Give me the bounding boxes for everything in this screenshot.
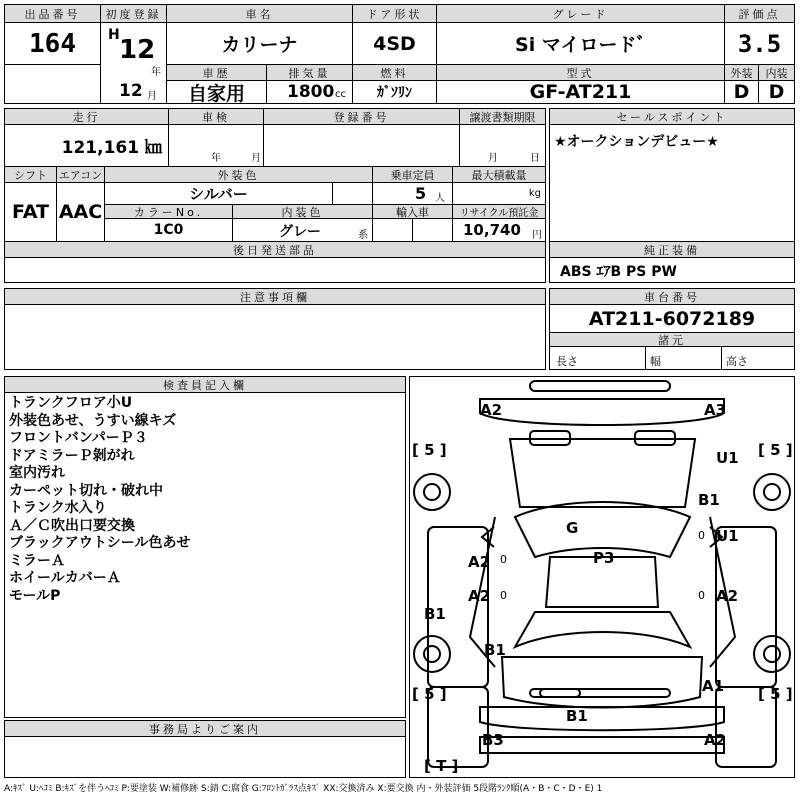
shift: FAT xyxy=(5,183,57,241)
notes-box xyxy=(4,288,546,370)
int-label: 内装 xyxy=(759,65,794,81)
sales-point-text: ★オークションデビュー★ xyxy=(554,134,719,150)
inspector-note: ブラックアウトシール色あせ xyxy=(9,535,191,551)
aircon: AAC xyxy=(57,183,105,241)
mark-a3-front-right: A3 xyxy=(704,401,727,419)
tire-depth: 5 xyxy=(770,685,781,703)
mark-a2-right-rear: A2 xyxy=(716,587,739,605)
history: 自家用 xyxy=(167,81,267,103)
equipment-list: ABS ｴｱB PS PW xyxy=(560,264,677,280)
first-reg-label: 初度登録 xyxy=(101,5,167,23)
era-letter: H xyxy=(108,27,120,43)
inspector-note: カーペット切れ・破れ中 xyxy=(9,482,163,499)
length-label: 長さ xyxy=(550,347,646,369)
transfer-month: 月 xyxy=(488,153,498,164)
history-label: 車歴 xyxy=(167,65,267,81)
equipment-label: 純正装備 xyxy=(550,242,794,258)
color: シルバー xyxy=(105,183,333,205)
sales-point-label: セールスポイント xyxy=(550,109,794,125)
grade: Si マイロードﾞ xyxy=(437,23,725,65)
notes-label: 注意事項欄 xyxy=(5,289,545,305)
inspection-year: 年 xyxy=(211,153,221,164)
chassis-number: AT211-6072189 xyxy=(550,305,794,333)
equipment-box xyxy=(549,241,795,283)
inspector-note: フロントバンパーＰ３ xyxy=(9,430,148,446)
door-label: ドア形状 xyxy=(353,5,437,23)
spare-tire: [ T ] xyxy=(424,757,459,775)
first-reg-cell xyxy=(101,23,167,103)
color-label: 外装色 xyxy=(105,167,373,183)
regno-cell xyxy=(264,125,460,167)
colorno-label: カラーNo. xyxy=(105,205,233,219)
chassis-label: 車台番号 xyxy=(550,289,794,305)
fuel: ｶﾞｿﾘﾝ xyxy=(353,81,437,103)
score-label: 評価点 xyxy=(725,5,794,23)
mark-a1-right-quarter: A1 xyxy=(702,677,725,695)
inspector-note: Ａ／Ｃ吹出口要交換 xyxy=(9,517,135,534)
inspector-box xyxy=(4,376,406,718)
ac-label: エアコン xyxy=(57,167,105,183)
height-label: 高さ xyxy=(726,355,748,368)
displacement-label: 排気量 xyxy=(267,65,353,81)
mark-u1-right-fender: U1 xyxy=(716,449,739,467)
mark-b1-trunk: B1 xyxy=(566,707,588,725)
lot-number-label: 出品番号 xyxy=(5,5,101,23)
mark-zero: 0 xyxy=(500,553,507,566)
lot-blank xyxy=(5,65,101,103)
int-color: グレー xyxy=(279,224,321,240)
header-table xyxy=(4,4,795,104)
ext-grade: D xyxy=(725,81,759,103)
seats-cell xyxy=(373,183,453,205)
ext-label: 外装 xyxy=(725,65,759,81)
transfer-day: 日 xyxy=(530,153,540,164)
inspector-note: ドアミラーＰ剝がれ xyxy=(9,447,135,464)
office-label: 事務局よりご案内 xyxy=(5,721,405,737)
load-cell xyxy=(453,183,545,205)
inspector-note: 外装色あせ、うすい線キズ xyxy=(9,412,177,429)
score: 3.5 xyxy=(725,23,794,65)
int-color-unit: 系 xyxy=(358,230,368,241)
mark-b1-left-quarter: B1 xyxy=(484,641,506,659)
width-label: 幅 xyxy=(646,347,722,369)
chassis-box xyxy=(549,288,795,370)
mark-a2-front-left: A2 xyxy=(480,401,503,419)
mark-g-windshield: G xyxy=(566,519,579,537)
inspector-note: ホイールカバーＡ xyxy=(9,570,121,586)
mark-a2-left-rear-door: A2 xyxy=(468,587,491,605)
mark-u1-right-rear-door: U1 xyxy=(716,527,739,545)
grade-label: グレード xyxy=(437,5,725,23)
lot-number: 164 xyxy=(5,23,101,65)
displacement-unit: cc xyxy=(335,89,346,100)
tire-depth: 5 xyxy=(424,441,435,459)
seats: 5 xyxy=(415,184,427,203)
office-box xyxy=(4,720,406,778)
tire-rear-right: [ 5 ] xyxy=(758,685,793,703)
mark-p3-roof: P3 xyxy=(593,549,615,567)
damage-diagram xyxy=(409,376,795,778)
shift-label: シフト xyxy=(5,167,57,183)
tire-depth: 5 xyxy=(770,441,781,459)
spec-label: 諸元 xyxy=(550,333,794,347)
int-color-cell xyxy=(233,219,373,241)
displacement: 1800 xyxy=(287,82,335,102)
transfer-cell xyxy=(460,125,545,167)
inspector-note: ミラーＡ xyxy=(9,552,65,569)
mark-zero: 0 xyxy=(500,589,507,602)
door-type: 4SD xyxy=(353,23,437,65)
recycle-fee: 10,740 xyxy=(463,221,521,239)
mark-a2-rear-right: A2 xyxy=(704,731,727,749)
tire-depth: 5 xyxy=(424,685,435,703)
mark-b3-rear-left: B3 xyxy=(482,731,504,749)
regno-label: 登録番号 xyxy=(264,109,460,125)
mark-zero: 0 xyxy=(698,589,705,602)
inspector-note: モールP xyxy=(9,587,61,604)
inspection-month: 月 xyxy=(251,153,261,164)
load-label: 最大積載量 xyxy=(453,167,545,183)
model-label: 型式 xyxy=(437,65,725,81)
inspector-note: トランク水入り xyxy=(9,500,107,516)
seats-unit: 人 xyxy=(435,193,445,204)
mark-b1-left-rocker: B1 xyxy=(424,605,446,623)
import-label: 輸入車 xyxy=(373,205,453,219)
spare-mark: T xyxy=(436,757,447,775)
tire-front-right: [ 5 ] xyxy=(758,441,793,459)
mileage: 121,161 ㎞ xyxy=(5,125,169,167)
int-color-label: 内装色 xyxy=(233,205,373,219)
month-unit: 月 xyxy=(147,91,157,102)
mileage-label: 走行 xyxy=(5,109,169,125)
sales-point-box xyxy=(549,108,795,242)
inspector-notes xyxy=(9,395,190,605)
inspection-label: 車検 xyxy=(169,109,264,125)
inspector-label: 検査員記入欄 xyxy=(5,377,405,393)
car-outline xyxy=(410,377,794,777)
car-name-label: 車名 xyxy=(167,5,353,23)
parts-box xyxy=(4,241,546,283)
mark-b1-right-front-door: B1 xyxy=(698,491,720,509)
year-unit: 年 xyxy=(151,67,161,78)
load-unit: kg xyxy=(528,188,541,199)
parts-label: 後日発送部品 xyxy=(5,242,545,258)
mark-zero: 0 xyxy=(698,529,705,542)
spec-table xyxy=(4,108,546,242)
color-blank xyxy=(333,183,373,205)
int-grade: D xyxy=(768,81,785,103)
tire-front-left: [ 5 ] xyxy=(412,441,447,459)
color-number: 1C0 xyxy=(105,219,233,241)
reg-month: 12 xyxy=(119,81,143,101)
car-name: カリーナ xyxy=(167,23,353,65)
import-divider xyxy=(373,219,413,241)
mark-a2-left-front-door: A2 xyxy=(468,553,491,571)
seats-label: 乗車定員 xyxy=(373,167,453,183)
tire-rear-left: [ 5 ] xyxy=(412,685,447,703)
model-code: GF-AT211 xyxy=(437,81,725,103)
displacement-cell xyxy=(267,81,353,103)
reg-year: 12 xyxy=(119,35,156,65)
inspector-note: 室内汚れ xyxy=(9,465,65,481)
inspector-note: トランクフロア小U xyxy=(9,395,133,411)
legend: A:ｷｽﾞ U:ﾍｺﾐ B:ｷｽﾞを伴うﾍｺﾐ P:要塗装 W:補修跡 S:錆 C:腐食 G:ﾌﾛﾝﾄｶﾞﾗｽ点ｷｽﾞ XX:交換済み X:要交換 内・外装評価 5段階ﾗﾝｸ順(A・B・C・D・E) 1 xyxy=(4,784,603,794)
inspection-cell xyxy=(169,125,264,167)
recycle-label: リサイクル預託金 xyxy=(453,205,545,219)
recycle-cell xyxy=(453,219,545,241)
transfer-label: 譲渡書類期限 xyxy=(460,109,545,125)
fuel-label: 燃料 xyxy=(353,65,437,81)
recycle-unit: 円 xyxy=(532,230,542,241)
